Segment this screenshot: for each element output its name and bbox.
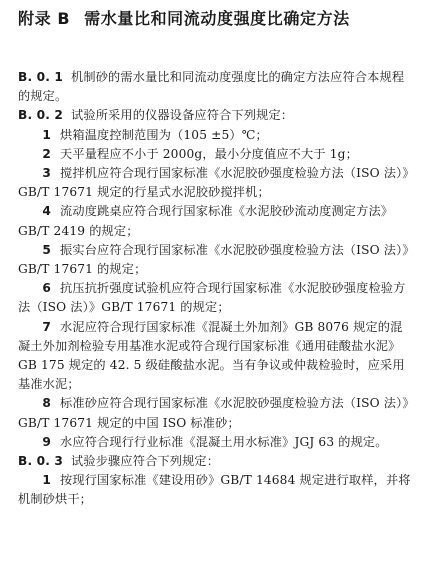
list-item [18,318,414,395]
list-item [18,241,414,279]
clause-code: B. 0. 3 [18,454,64,469]
list-item [18,145,414,164]
item-text: 烘箱温度控制范围为（105 ±5）℃； [60,127,268,142]
clause-b03 [18,452,414,471]
item-number: 2 [42,146,52,161]
clause-code: B. 0. 2 [18,108,64,123]
item-number: 1 [42,127,52,142]
item-text: 振实台应符合现行国家标准《水泥胶砂强度检验方法（ISO 法）》GB/T 17671 的规定； [18,242,409,277]
item-number: 3 [42,166,52,181]
item-number: 1 [42,473,52,488]
clause-b02 [18,106,414,125]
item-number: 4 [42,204,52,219]
clause-text: 试验步骤应符合下列规定： [71,454,220,469]
list-item [18,394,414,432]
item-text: 抗压抗折强度试验机应符合现行国家标准《水泥胶砂强度检验方法（ISO 法）》GB/T 17671 的规定； [18,281,406,315]
list-item [18,202,414,240]
item-text: 标准砂应符合现行国家标准《水泥胶砂强度检验方法（ISO 法）》GB/T 17671 规定的中国 ISO 标准砂； [18,396,409,430]
document-body [18,68,414,510]
item-text: 水应符合现行行业标准《混凝土用水标准》JGJ 63 的规定。 [60,434,388,449]
clause-text: 试验所采用的仪器设备应符合下列规定： [71,108,294,123]
item-text: 搅拌机应符合现行国家标准《水泥胶砂强度检验方法（ISO 法）》GB/T 17671 规定的行星式水泥胶砂搅拌机； [18,166,409,200]
clause-b01 [18,68,414,106]
appendix-number: 附录 B [18,9,71,28]
item-number: 8 [42,396,52,411]
item-text: 水泥应符合现行国家标准《混凝土外加剂》GB 8076 规定的混凝土外加剂检验专用基准水泥或符合现行国家标准《通用硅酸盐水泥》GB 175 规定的 42. 5 级硅酸盐水泥。当有争议或仲裁检验时，应采用基准水泥； [18,319,405,392]
item-number: 5 [42,242,52,257]
item-number: 9 [42,434,52,449]
item-number: 7 [42,319,52,334]
clause-text: 机制砂的需水量比和同流动度强度比的确定方法应符合本规程的规定。 [18,70,405,104]
list-item [18,471,414,509]
appendix-title [18,6,350,29]
clause-code: B. 0. 1 [18,70,64,84]
item-text: 流动度跳桌应符合现行国家标准《水泥胶砂流动度测定方法》GB/T 2419 的规定； [18,204,394,238]
item-number: 6 [42,281,52,296]
list-item [18,126,414,145]
item-text: 按现行国家标准《建设用砂》GB/T 14684 规定进行取样，并将机制砂烘干； [18,473,411,507]
item-text: 天平量程应不小于 2000g，最小分度值应不大于 1g； [60,146,358,161]
list-item [18,164,414,202]
list-item [18,433,414,452]
list-item [18,279,414,317]
appendix-title-text: 需水量比和同流动度强度比确定方法 [84,9,350,28]
